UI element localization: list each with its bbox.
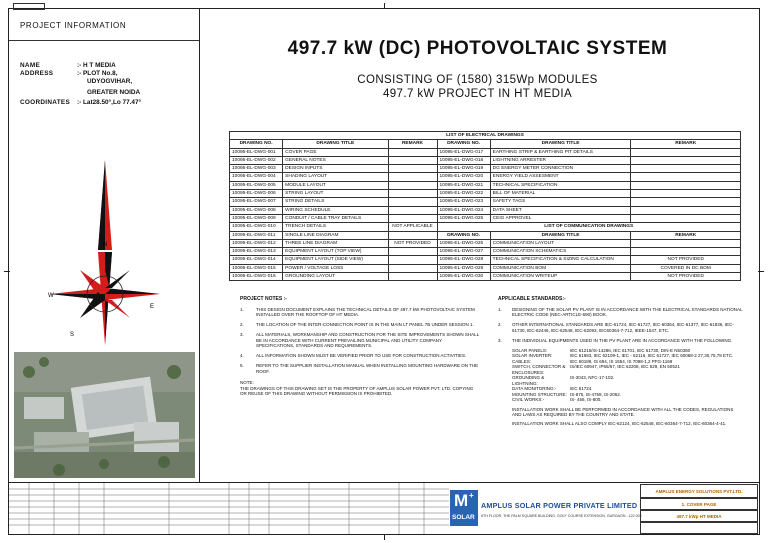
table-row (230, 173, 741, 181)
section-title: LIST OF COMMUNICATION DRAWINGS (437, 223, 741, 231)
table-row (230, 248, 741, 256)
revision-grid (9, 483, 449, 534)
drawing-number: 10095-EL-DWG-025 (437, 214, 490, 222)
standard-text: OTHER INTERNATIONAL STANDARDS ARE IEC-61724, IEC-61727, IEC-60364, IEC-61377, IEC-61836, IEC-61730, IEC-62446, IEC-62548, IEC-62093, IEC60364-7-712, IEEE-1547, ETC. (512, 322, 734, 333)
column-header: DRAWING NO. (437, 231, 490, 239)
drawing-title: WIRING SCHEDULE (283, 206, 388, 214)
remark (388, 165, 437, 173)
table-row (230, 256, 741, 264)
remark (388, 181, 437, 189)
note-number: 3. (240, 332, 244, 337)
drawing-title: DESIGN INPUTS (283, 165, 388, 173)
table-row (230, 198, 741, 206)
drawing-number: 10095-EL-DWG-020 (437, 173, 490, 181)
note-item (240, 307, 480, 318)
spec-label: CIVIL WORKS:- (512, 397, 545, 402)
spec-value: IS-875, IS-4759, IS-2062. (570, 391, 622, 397)
column-header: DRAWING TITLE (490, 140, 631, 148)
remark (631, 148, 741, 156)
spec-row (512, 397, 743, 403)
applicable-standards (498, 297, 743, 426)
remark (631, 190, 741, 198)
column-header: REMARK (631, 140, 741, 148)
drawing-number: 10095-EL-DWG-009 (230, 214, 283, 222)
remark (631, 248, 741, 256)
remark (388, 248, 437, 256)
compass-diag (105, 300, 130, 318)
drawing-title: COMMUNICATION LAYOUT (490, 239, 631, 247)
spec-value: IS-3043, NFC-17-102. (570, 375, 615, 380)
drawing-title: CEIG APPROVEL (490, 214, 631, 222)
remark (388, 264, 437, 272)
note-number: 1. (240, 306, 244, 312)
column-header: DRAWING NO. (230, 140, 283, 148)
drawing-title: SHADING LAYOUT (283, 173, 388, 181)
drawing-title: COMMUNICATION BOM (490, 264, 631, 272)
column-header: DRAWING TITLE (490, 231, 631, 239)
remark (388, 173, 437, 181)
company-name: AMPLUS SOLAR POWER PRIVATE LIMITED (481, 501, 638, 510)
drawing-number: 10095-EL-DWG-016 (230, 273, 283, 281)
drawing-number: 10095-EL-DWG-003 (230, 165, 283, 173)
note-number: 5. (240, 363, 244, 368)
compass-w: W (48, 293, 54, 299)
standard-number: 1. (498, 306, 502, 312)
drawing-number: 10095-EL-DWG-007 (230, 198, 283, 206)
drawing-title: ENERGY YIELD ASSESMENT (490, 173, 631, 181)
remark (388, 273, 437, 281)
spec-label: MOUNTING STRUCTURE: (512, 391, 567, 397)
logo-mark: M (454, 491, 469, 510)
drawing-number: 10095-EL-DWG-021 (437, 181, 490, 189)
remark: NOT PROVIDED (631, 256, 741, 264)
drawing-title: TRENCH DETAILS (283, 223, 388, 231)
drawing-title: GENERAL NOTES (283, 156, 388, 164)
drawing-number: 10095-EL-DWG-006 (230, 190, 283, 198)
remark (388, 190, 437, 198)
drawing-number: 10095-EL-DWG-027 (437, 248, 490, 256)
drawing-title: BILL OF MATERIAL (490, 190, 631, 198)
notes-title: PROJECT NOTES :- (240, 296, 287, 302)
spec-value: IEC 61683, IEC 62109-1, IEC - 62116, IEC 61727, IEC 60068-2 27,30,75,78 ETC. (570, 353, 734, 358)
standards-title: APPLICABLE STANDARDS:- (498, 296, 566, 302)
note-text: THE LOCATION OF THE INTER-CONNECTION POINT IS IN THE MAIN LT PANEL 7B UNDER SESSION 1. (256, 322, 474, 327)
spec-label: SWITCH, CONNECTOR & ENCLOSURES: (512, 364, 566, 375)
column-header: DRAWING TITLE (283, 140, 388, 148)
drawing-number: 10095-EL-DWG-029 (437, 264, 490, 272)
compass-rose (40, 160, 170, 345)
note-text: REFER TO THE SUPPLIER INSTALLATION MANUAL WHEN INSTALLING MOUNTING HARDWARE ON THE ROOF. (256, 363, 479, 374)
spec-value: IEC 60189, IS 694, IS 1554, IS 7098-1,2 PFG-1169 (570, 358, 673, 364)
address-line: UDYOGVIHAR, (87, 78, 133, 85)
logo-plus: + (469, 491, 474, 500)
drawing-title: POWER / VOLTAGE LOSS (283, 264, 388, 272)
note-text: THE DRAWINGS OF THIS DRAWING SET IS THE PROPERTY OF AMPLUS SOLAR POWER PVT. LTD. COPYING OR REUSE OF THIS DRAWING WITHOUT PERMISSION IS PROHIBITED. (240, 385, 474, 396)
drawing-title: STRING DETAILS (283, 198, 388, 206)
standard-item (498, 338, 743, 344)
sheet-title: 1. COVER PAGE (640, 498, 758, 510)
drawing-title: SAFETY TAGS (490, 198, 631, 206)
remark: NOT PROVIDED (388, 239, 437, 247)
address-label: ADDRESS (20, 70, 54, 77)
drawing-subtitle: CONSISTING OF (1580) 315Wp MODULES (357, 74, 598, 86)
drawing-number: 10095-EL-DWG-024 (437, 206, 490, 214)
table-row (230, 264, 741, 272)
drawing-title: COMMUNICATION WRITEUP (490, 273, 631, 281)
logo-text: SOLAR (452, 514, 475, 521)
compass-s: S (70, 332, 75, 338)
address-line: :- PLOT No.8, (77, 70, 118, 77)
compass-n: N (102, 242, 108, 248)
table-row (230, 181, 741, 189)
standards-footer: INSTALLATION WORK SHALL ALSO COMPLY IEC-62124, IEC-62548, IEC-60364-7-712, IEC-60364-4-41. (512, 420, 727, 426)
spec-value: IEC 61215/IS-14286, IEC 61701, IEC 61730, DIN-E N50380 (570, 347, 691, 353)
drawing-number: 10095-EL-DWG-013 (230, 248, 283, 256)
drawing-title: CONDUIT / CABLE TRAY DETAILS (283, 214, 388, 222)
table-row (230, 223, 741, 231)
note-text: THIS DESIGN DOCUMENT EXPLAINS THE TECHNICAL DETAILS OF 497.7 kW PHOTOVOLTAIC SYSTEM INSTALLED OVER THE ROOFTOP OF HT MEDIA. (256, 306, 475, 317)
remark (631, 181, 741, 189)
note-text: ALL MATERIALS, WORKMANSHIP AND CONSTRUCTION FOR THE SITE IMPROVEMENTS SHOWN SHALL BE IN ACCORDANCE WITH CURRENT PREVAILING MUNICIPAL AND UTILITY COMPANY SPECIFICATIONS, STANDARDS AND REQUIREMENTS. (256, 332, 479, 348)
drawing-number: 10095-EL-DWG-010 (230, 223, 283, 231)
spec-value: IEC 61724. (570, 386, 593, 391)
note-text: ALL INFORMATION SHOWN MUST BE VERIFIED PRIOR TO USE FOR CONSTRUCTION ACTIVITIES. (256, 353, 467, 358)
note-item (240, 322, 480, 328)
spec-label: CABLES: (512, 358, 532, 364)
remark: COVERED IN DC BOM (631, 264, 741, 272)
remark (631, 165, 741, 173)
company-address: 6TH FLOOR, THE PALM SQUARE BUILDING, GOLF COURSE EXTENSION, GURGAON - 122 002 (481, 514, 642, 518)
drawing-number: 10095-EL-DWG-026 (437, 239, 490, 247)
drawing-title: EQUIPMENT LAYOUT (SIDE VIEW) (283, 256, 388, 264)
spec-row (512, 364, 743, 375)
drawing-number: 10095-EL-DWG-008 (230, 206, 283, 214)
remark (388, 256, 437, 264)
drawing-title: SINGLE LINE DIAGRAM (283, 231, 388, 239)
drawing-number: 10095-EL-DWG-017 (437, 148, 490, 156)
project-info-title: PROJECT INFORMATION (20, 21, 127, 30)
table-title: LIST OF ELECTRICAL DRAWINGS (230, 132, 741, 140)
drawing-number: 10095-EL-DWG-030 (437, 273, 490, 281)
coordinates-label: COORDINATES (20, 99, 71, 106)
drawing-title: COMMUNICATION SCHEMATICS (490, 248, 631, 256)
remark (631, 156, 741, 164)
frame-tick (384, 3, 385, 9)
drawing-title: EARTHING STRIP & EARTHING PIT DETAILS (490, 148, 631, 156)
drawing-title: TECHNICAL SPECIFICATION & SIZING CALCULATION (490, 256, 631, 264)
spec-label: DATA MONITORING:- (512, 386, 557, 391)
drawing-subtitle: 497.7 kW PROJECT IN HT MEDIA (382, 88, 573, 100)
drawing-title: DG ENERGY METER CONNECTION (490, 165, 631, 173)
remark: NOT APPLICABLE (388, 223, 437, 231)
standard-number: 3. (498, 337, 502, 343)
drawing-title: GROUNDING LAYOUT (283, 273, 388, 281)
spec-value: IS/IEC 60947, IP65/67, IEC 62208, IEC 529, EN 50521 (570, 364, 680, 369)
remark (388, 231, 437, 239)
client-name: AMPLUS ENERGY SOLUTIONS PVT.LTD. (640, 484, 758, 498)
drawing-title: MODULE LAYOUT (283, 181, 388, 189)
remark (388, 198, 437, 206)
drawing-number: 10095-EL-DWG-019 (437, 165, 490, 173)
note-item (240, 332, 480, 349)
table-header-row (230, 140, 741, 148)
remark: NOT PROVIDED (631, 273, 741, 281)
drawing-number: 10095-EL-DWG-002 (230, 156, 283, 164)
remark (388, 156, 437, 164)
drawing-number: 10095-EL-DWG-012 (230, 239, 283, 247)
company-logo (450, 490, 478, 526)
name-label: NAME (20, 62, 41, 69)
note-label: NOTE: (240, 380, 254, 385)
remark (631, 239, 741, 247)
drawing-number: 10095-EL-DWG-014 (230, 256, 283, 264)
standard-item (498, 322, 743, 333)
drawing-number: 10095-EL-DWG-023 (437, 198, 490, 206)
project-notes (240, 297, 480, 397)
column-header: REMARK (388, 140, 437, 148)
drawing-title: 497.7 kW (DC) PHOTOVOLTAIC SYSTEM (287, 38, 668, 59)
standard-text: DESIGNING OF THE SOLAR PV PLANT IS IN ACCORDANCE WITH THE ELECTRICAL STANDARDS NATIONAL ELECTRIC CODE (NEC-ARTICLE-690) BOOK. (512, 306, 743, 317)
remark (388, 214, 437, 222)
table-row (230, 214, 741, 222)
note-number: 2. (240, 322, 244, 327)
note-number: 4. (240, 353, 244, 358)
table-row (230, 206, 741, 214)
remark (631, 206, 741, 214)
drawing-number: 10095-EL-DWG-022 (437, 190, 490, 198)
project-name: 497.7 kWp HT MEDIA (640, 510, 758, 522)
remark (631, 198, 741, 206)
table-row (230, 231, 741, 239)
frame-tick (758, 271, 764, 272)
table-row (230, 273, 741, 281)
note-item (240, 353, 480, 359)
coordinates-value: :- Lat28.50°,Lo 77.47° (77, 99, 142, 106)
drawing-title: THREE LINE DIAGRAM (283, 239, 388, 247)
divider (9, 40, 199, 41)
table-row (230, 239, 741, 247)
standard-text: THE INDIVIDUAL EQUIPMENTS USED IN THE PV PLANT ARE IN ACCORDANCE WITH THE FOLLOWING. (512, 337, 733, 343)
note-item (240, 363, 480, 374)
table-row (230, 190, 741, 198)
name-value: :- H T MEDIA (77, 62, 116, 69)
drawing-title: TECHNICAL SPECIFICATION (490, 181, 631, 189)
drawing-number: 10095-EL-DWG-018 (437, 156, 490, 164)
drawing-number: 10095-EL-DWG-005 (230, 181, 283, 189)
compass-needle-shade (98, 160, 108, 250)
site-satellite-image (14, 352, 195, 478)
remark (631, 214, 741, 222)
table-row (230, 165, 741, 173)
table-row (230, 148, 741, 156)
drawing-number: 10095-EL-DWG-011 (230, 231, 283, 239)
address-line: GREATER NOIDA (87, 89, 141, 96)
drawing-title: EQUIPMENT LAYOUT (TOP VIEW) (283, 248, 388, 256)
spec-row (512, 375, 743, 386)
drawing-number: 10095-EL-DWG-028 (437, 256, 490, 264)
remark (388, 148, 437, 156)
standards-footer: INSTALLATION WORK SHALL BE PERFORMED IN ACCORDANCE WITH ALL THE CODES, REGULATIONS AND LAWS AS REQUIRED BY THE COUNTRY AND STATE. (512, 406, 734, 417)
drawing-number: 10095-EL-DWG-001 (230, 148, 283, 156)
spec-label: GROUNDING & LIGHTNING: (512, 375, 545, 386)
remark (631, 173, 741, 181)
drawing-number: 10095-EL-DWG-004 (230, 173, 283, 181)
drawing-title: COVER PAGE (283, 148, 388, 156)
table-row (230, 156, 741, 164)
column-header: REMARK (631, 231, 741, 239)
drawing-number: 10095-EL-DWG-015 (230, 264, 283, 272)
spec-label: SOLAR INVERTER: (512, 353, 553, 358)
spec-value: IS- 456, IS-800. (570, 397, 602, 402)
compass-e: E (150, 304, 155, 310)
spec-label: SOLAR PANELS: (512, 347, 548, 353)
drawing-title: DATA SHEET (490, 206, 631, 214)
standard-number: 2. (498, 322, 502, 327)
standard-item (498, 307, 743, 318)
drawing-title: LIGHTNING ARRESTER (490, 156, 631, 164)
drawing-title: STRING LAYOUT (283, 190, 388, 198)
drawing-register-table (229, 131, 741, 281)
compass-needle-shade (105, 288, 160, 294)
remark (388, 206, 437, 214)
sheet-number-box (640, 522, 758, 534)
column-header: DRAWING NO. (437, 140, 490, 148)
